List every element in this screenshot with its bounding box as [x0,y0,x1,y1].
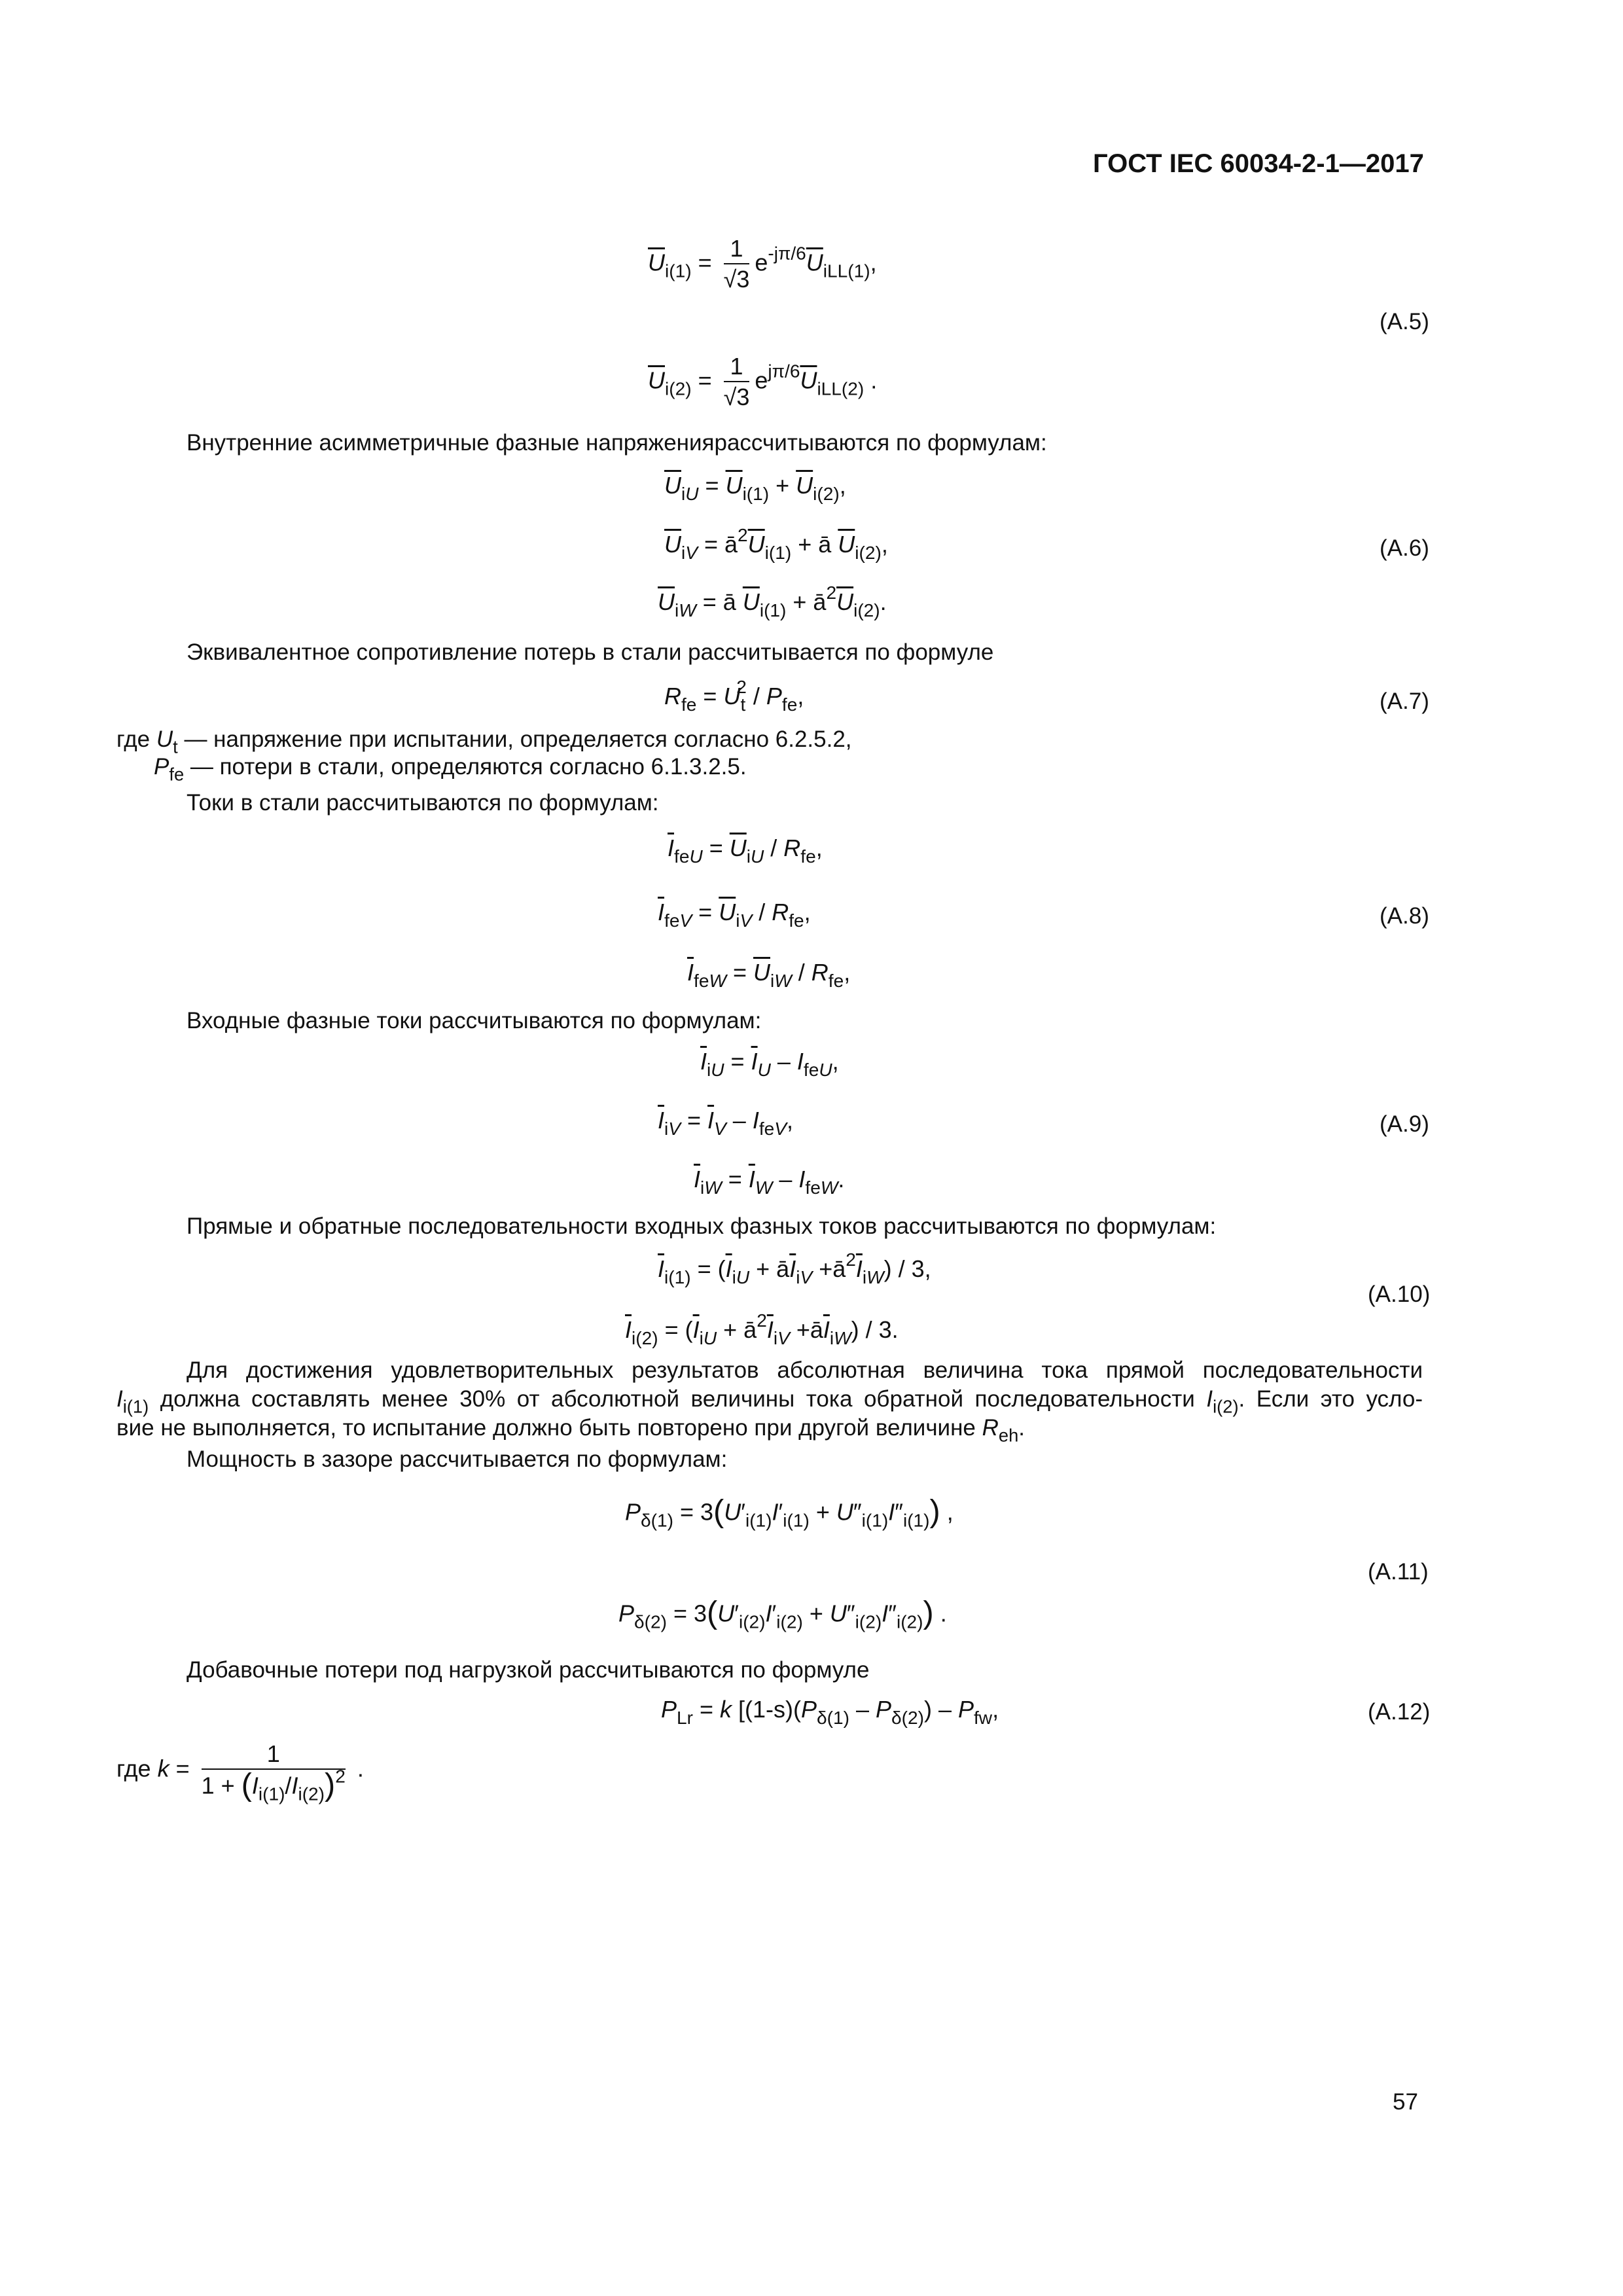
paragraph-input-phase-currents: Входные фазные токи рассчитываются по формулам: [187,1008,762,1033]
equation-a11-line1: $P_{\delta(1)} = 3(U'_{i(1)}I'_{i(1)} + U''_{i(1)}I''_{i(1)})$ , [625,1494,954,1531]
equation-a9-line2: $\overline{I}_{iV} = \overline{I}_V - I_{feV}$, [658,1107,793,1139]
document-header: ГОСТ IEC 60034-2-1—2017 [1093,149,1424,178]
equation-a9-line1: $\overline{I}_{iU} = \overline{I}_U - I_{feU}$, [700,1048,839,1080]
equation-a11-line2: $P_{\delta(2)} = 3(U'_{i(2)}I'_{i(2)} + U''_{i(2)}I''_{i(2)})$ . [618,1595,947,1632]
paragraph-sequence-currents: Прямые и обратные последовательности входных фазных токов рассчитываются по формулам: [187,1213,1217,1239]
paragraph-air-gap-power: Мощность в зазоре рассчитывается по формулам: [187,1446,728,1472]
equation-a6-line2: $\overline{U}_{iV}$ = $ā^2\overline{U}_{i(1)}$ + ā $\overline{U}_{i(2)}$, [664,525,888,563]
equation-a9-line3: $\overline{I}_{iW} = \overline{I}_W - I_{feW}$. [694,1166,845,1198]
equation-number-a10: (А.10) [1368,1282,1431,1307]
where-lead: где [116,726,151,752]
requirement-line-3-text: вие не выполняется, то испытание должно быть повторено при другой величине [116,1415,976,1441]
equation-a10-line1: $\overline{I}_{i(1)} = (\overline{I}_{iU}$ + $ā\overline{I}_{iV}$ $+ā^2\overline{I}_{iW}) / 3$, [658,1249,931,1287]
equation-number-a8: (А.8) [1380,903,1429,929]
equation-a7: $R_{fe} = U_t^2 / P_{fe}$, [664,677,804,715]
equation-number-a12: (А.12) [1368,1699,1431,1725]
equation-a10-line2: $\overline{I}_{i(2)} = (\overline{I}_{iU}$ + $ā^2\overline{I}_{iV}$ $+ā\overline{I}_{iW}) / 3$. [625,1310,899,1348]
where-voltage-definition: — напряжение при испытании, определяется согласно 6.2.5.2, [184,726,852,752]
equation-a8-line3: $\overline{I}_{feW} = \overline{U}_{iW} / R_{fe}$, [687,959,851,991]
equation-a6-line3: $\overline{U}_{iW}$ = ā $\overline{U}_{i(1)}$ + $ā^2\overline{U}_{i(2)}$. [658,583,887,620]
where-k-lead: где [116,1755,151,1782]
equation-a5-line2: $\overline{U}_{i(2)}$ = $\frac{1}{√3}$ $e^{j\pi/6}\overline{U}_{iLL(2)}$ . [648,353,878,410]
paragraph-iron-currents: Токи в стали рассчитываются по формулам: [187,790,659,816]
paragraph-stray-losses: Добавочные потери под нагрузкой рассчитываются по формуле [187,1657,870,1683]
where-iron-losses-definition: — потери в стали, определяются согласно 6.1.3.2.5. [190,754,747,780]
where-clause-voltage: где $U_t$ — напряжение при испытании, определяется согласно 6.2.5.2, [116,726,852,757]
paragraph-internal-voltages: Внутренние асимметричные фазные напряжениярассчитываются по формулам: [187,430,1047,456]
equation-a5-line1: $\overline{U}_{i(1)}$ = $\frac{1}{√3}$ $e^{-j\pi/6}\overline{U}_{iLL(1)}$, [648,235,877,293]
equation-a6-line1: $\overline{U}_{iU} = \overline{U}_{i(1)} + \overline{U}_{i(2)}$, [664,472,846,504]
paragraph-requirement [116,1356,1423,1446]
requirement-line-2-tail: . Если это усло- [1238,1386,1423,1412]
equation-number-a5: (А.5) [1380,309,1429,334]
requirement-line-2-text: должна составлять менее 30% от абсолютной величины тока обратной последовательности [160,1386,1195,1412]
equation-a12: $P_{Lr} = k$ [$(1-s)(P_{\delta(1)} - P_{\delta(2)}) - P_{fw}$, [661,1696,999,1728]
equation-number-a6: (А.6) [1380,535,1429,561]
requirement-line-1: Для достижения удовлетворительных результатов абсолютная величина тока прямой последовательности [187,1357,1423,1383]
k-fraction: $\frac{1}{1 + (I_{i(1)}/I_{i(2)})^2}$ [201,1740,346,1804]
equation-number-a7: (А.7) [1380,689,1429,714]
requirement-line-3: вие не выполняется, то испытание должно быть повторено при другой величине $R_{eh}$. [116,1415,1026,1446]
page-number: 57 [1393,2089,1418,2115]
equation-number-a9: (А.9) [1380,1111,1429,1137]
equation-number-a11: (А.11) [1368,1559,1429,1585]
where-clause-iron-losses: $P_{fe}$ — потери в стали, определяются согласно 6.1.3.2.5. [154,754,747,785]
equation-a8-line1: $\overline{I}_{feU} = \overline{U}_{iU} / R_{fe}$, [668,834,823,867]
equation-a8-line2: $\overline{I}_{feV} = \overline{U}_{iV} / R_{fe}$, [658,899,811,931]
requirement-line-2: $I_{i(1)}$ должна составлять менее 30% от абсолютной величины тока обратной последовательности $I_{i(2)}$. Если это усло- [116,1386,1423,1417]
paragraph-equivalent-resistance: Эквивалентное сопротивление потерь в стали рассчитывается по формуле [187,639,994,665]
where-clause-k: где k = $\frac{1}{1 + (I_{i(1)}/I_{i(2)})^2}$ . [116,1740,364,1804]
